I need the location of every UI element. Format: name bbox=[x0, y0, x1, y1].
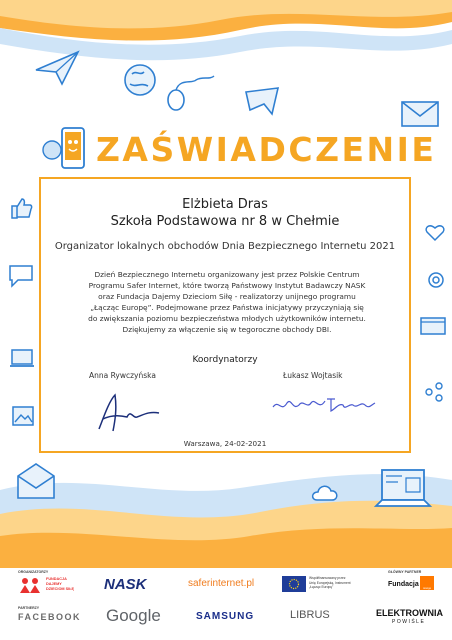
fdds-logo-text: FUNDACJA DAJEMY DZIECIOM SIŁĘ bbox=[46, 577, 75, 591]
google-logo: Google bbox=[106, 606, 161, 625]
coordinator-right-name: Łukasz Wojtasik bbox=[283, 371, 343, 380]
paper-plane-icon bbox=[32, 48, 82, 88]
browser-window-icon bbox=[418, 314, 448, 338]
eu-cofunding-text: Współfinansowany przez Unię Europejską, Instrument „Łącząc Europę” bbox=[309, 576, 351, 589]
body-line: oraz Fundacja Dajemy Dzieciom Siłę - realizatorzy unijnego programu bbox=[98, 292, 356, 301]
signature-left bbox=[93, 389, 165, 435]
certificate-body bbox=[61, 269, 393, 335]
laptop-icon bbox=[8, 346, 36, 372]
fundacja-orange-text: Fundacja bbox=[388, 581, 419, 588]
coordinators-heading: Koordynatorzy bbox=[192, 355, 258, 365]
facebook-logo: FACEBOOK bbox=[18, 612, 82, 622]
cursor-arrow-icon bbox=[240, 84, 286, 118]
envelope-icon bbox=[398, 96, 442, 132]
orange-logo: orange bbox=[420, 576, 434, 590]
certificate-title: ZAŚWIADCZENIE bbox=[96, 130, 437, 169]
body-line: Dziękujemy za włączenie się w tegoroczne obchody DBI. bbox=[122, 325, 332, 334]
laptop-illustration-icon bbox=[372, 464, 434, 520]
saferinternet-logo: saferinternet.pl bbox=[188, 578, 255, 589]
certificate-frame bbox=[39, 177, 411, 453]
fdds-logo-icon bbox=[18, 576, 44, 594]
powisle-text: POWIŚLE bbox=[392, 619, 426, 625]
heart-icon bbox=[424, 222, 446, 244]
phone-mascot-icon bbox=[40, 122, 96, 174]
main-partner-label: GŁÓWNY PARTNER bbox=[388, 570, 422, 574]
share-icon bbox=[424, 382, 444, 402]
eu-flag-icon bbox=[282, 576, 306, 592]
place-and-date: Warszawa, 24-02-2021 bbox=[183, 439, 267, 448]
sponsors-footer bbox=[0, 568, 452, 640]
globe-icon bbox=[120, 60, 160, 100]
school-name: Szkoła Podstawowa nr 8 w Chełmie bbox=[110, 214, 340, 229]
chat-bubble-icon bbox=[6, 262, 36, 290]
organizers-label: ORGANIZATORZY bbox=[18, 570, 49, 574]
mouse-icon bbox=[162, 74, 218, 114]
mail-icon bbox=[12, 460, 60, 504]
nask-logo: NASK bbox=[104, 576, 147, 593]
signature-right bbox=[269, 389, 379, 419]
elektrownia-logo: ELEKTROWNIA bbox=[376, 608, 443, 618]
photo-icon bbox=[10, 404, 36, 428]
cloud-icon bbox=[310, 480, 340, 506]
thumbs-up-icon bbox=[8, 196, 34, 220]
body-line: do zwiększania poziomu bezpieczeństwa młodych użytkowników internetu. bbox=[88, 314, 366, 323]
body-line: Programu Safer Internet, które tworzą Państwowy Instytut Badawczy NASK bbox=[88, 281, 366, 290]
recipient-name: Elżbieta Dras bbox=[182, 197, 268, 212]
partners-label: PARTNERZY bbox=[18, 606, 40, 610]
body-line: Dzień Bezpiecznego Internetu organizowany jest przez Polskie Centrum bbox=[94, 270, 360, 279]
recipient-role: Organizator lokalnych obchodów Dnia Bezpiecznego Internetu 2021 bbox=[54, 241, 396, 252]
librus-logo: LIBRUS bbox=[290, 609, 330, 621]
coordinator-left-name: Anna Rywczyńska bbox=[89, 371, 156, 380]
samsung-logo: SAMSUNG bbox=[196, 611, 255, 622]
body-line: „Łącząc Europę”. Podejmowane przez Państwa inicjatywy przyczyniają się bbox=[90, 303, 364, 312]
at-sign-icon bbox=[426, 270, 446, 290]
